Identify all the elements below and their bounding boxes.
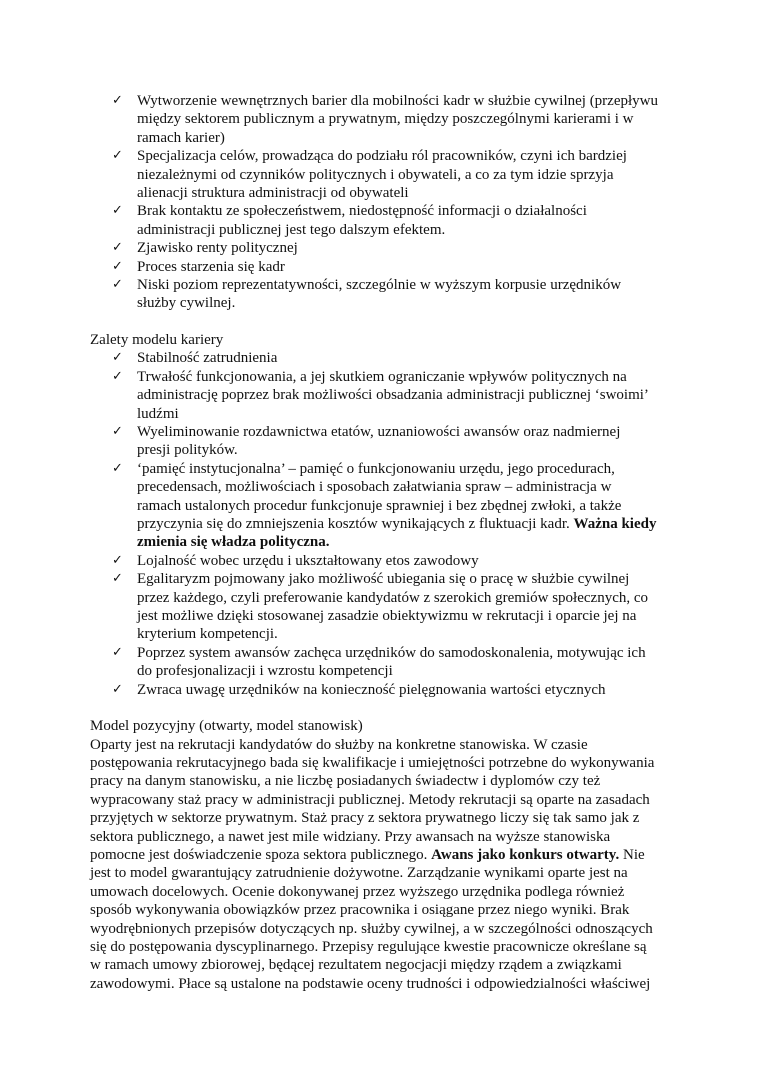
checklist — [90, 349, 680, 698]
text-span: jest to model gwarantujący zatrudnienie dożywotne. Zarządzanie wynikami oparte jest na — [90, 865, 628, 882]
text-line — [90, 736, 680, 754]
text-line — [137, 460, 680, 478]
text-span: Specjalizacja celów, prowadząca do podziału ról pracowników, czyni ich bardziej — [137, 148, 627, 165]
text-line — [137, 533, 680, 551]
text-line — [137, 110, 680, 128]
text-line — [137, 644, 680, 662]
checklist — [90, 92, 680, 313]
text-line — [137, 589, 680, 607]
list-item — [90, 276, 680, 313]
text-span: precedensach, możliwościach i sposobach załatwiania spraw – administracja w — [137, 479, 612, 496]
text-line — [137, 405, 680, 423]
text-line — [137, 368, 680, 386]
checkmark-icon: ✓ — [112, 240, 123, 256]
checkmark-icon: ✓ — [112, 203, 123, 219]
blank-line — [90, 699, 680, 717]
text-line — [137, 625, 680, 643]
text-span: się do postępowania dyscyplinarnego. Przepisy regulujące kwestie pracownicze określane są — [90, 938, 647, 955]
list-item — [90, 258, 680, 276]
checkmark-icon: ✓ — [112, 552, 123, 568]
text-span: umowach docelowych. Ocenie dokonywanej przez wyższego urzędnika podlega również — [90, 883, 625, 900]
text-line — [90, 956, 680, 974]
checkmark-icon: ✓ — [112, 276, 123, 292]
text-span: Zjawisko renty politycznej — [137, 240, 298, 257]
text-span: pomocne jest doświadczenie spoza sektora publicznego. — [90, 847, 432, 864]
text-span: ramach karier) — [137, 129, 225, 146]
list-item — [90, 644, 680, 681]
text-span: do profesjonalizacji i wzrostu kompetencji — [137, 663, 393, 680]
text-span: Oparty jest na rekrutacji kandydatów do służby na konkretne stanowiska. W czasie — [90, 736, 588, 753]
checkmark-icon: ✓ — [112, 681, 123, 697]
text-line — [137, 681, 680, 699]
text-span: postępowania rekrutacyjnego bada się kwalifikacje i umiejętności potrzebne do wykonywania — [90, 755, 655, 772]
checkmark-icon: ✓ — [112, 148, 123, 164]
text-line — [90, 938, 680, 956]
list-item — [90, 147, 680, 202]
paragraph — [90, 717, 680, 735]
text-line — [137, 239, 680, 257]
text-span: służby cywilnej. — [137, 295, 236, 312]
text-line — [137, 441, 680, 459]
text-line — [137, 294, 680, 312]
text-span: jest możliwe dzięki stosowanej zasadzie obiektywizmu w rekrutacji i oparcie jej na — [137, 607, 637, 624]
text-line — [90, 754, 680, 772]
text-span: wypracowany staż pracy w administracji publicznej. Metody rekrutacji są oparte na zasadach — [90, 791, 650, 808]
text-span: Poprzez system awansów zachęca urzędników do samodoskonalenia, motywując ich — [137, 644, 646, 661]
bold-text: zmienia się władza polityczna. — [137, 534, 330, 551]
text-span: alienacji struktura administracji od obywateli — [137, 184, 409, 201]
checkmark-icon: ✓ — [112, 350, 123, 366]
text-line — [137, 276, 680, 294]
text-span: administrację poprzez brak możliwości obsadzania administracji publicznej ‘swoimi’ — [137, 387, 649, 404]
text-span: Lojalność wobec urzędu i ukształtowany etos zawodowy — [137, 552, 479, 569]
text-line — [90, 864, 680, 882]
text-line — [90, 920, 680, 938]
text-line — [137, 184, 680, 202]
list-item — [90, 460, 680, 552]
text-line — [137, 497, 680, 515]
list-item — [90, 423, 680, 460]
text-line — [90, 809, 680, 827]
text-line — [90, 791, 680, 809]
text-span: wyodrębnionych przepisów dotyczących np. służby cywilnej, a w szczególności odnoszących — [90, 920, 653, 937]
text-line — [137, 147, 680, 165]
text-line — [137, 662, 680, 680]
list-item — [90, 368, 680, 423]
checkmark-icon: ✓ — [112, 93, 123, 108]
text-line — [137, 166, 680, 184]
paragraph — [90, 736, 680, 993]
text-span: administracji publicznej jest tego dalszym efektem. — [137, 221, 446, 238]
text-span: ramach ustalonych procedur funkcjonuje sprawniej i bez zbędnej zwłoki, a także — [137, 497, 622, 514]
text-line — [137, 423, 680, 441]
text-span: Model pozycyjny (otwarty, model stanowisk) — [90, 718, 363, 735]
text-line — [90, 828, 680, 846]
text-line — [137, 258, 680, 276]
text-span: pracy na danym stanowisku, a nie liczbę posiadanych świadectw i dyplomów czy też — [90, 773, 601, 790]
text-line — [137, 515, 680, 533]
text-line — [137, 386, 680, 404]
text-span: Egalitaryzm pojmowany jako możliwość ubiegania się o pracę w służbie cywilnej — [137, 571, 630, 588]
text-span: presji polityków. — [137, 442, 238, 459]
text-line — [137, 607, 680, 625]
list-item — [90, 570, 680, 644]
text-span: Nie — [619, 847, 645, 864]
list-item — [90, 552, 680, 570]
text-line — [137, 129, 680, 147]
text-line — [90, 772, 680, 790]
text-span: Stabilność zatrudnienia — [137, 350, 278, 367]
text-line — [137, 92, 680, 110]
list-item — [90, 202, 680, 239]
checkmark-icon: ✓ — [112, 644, 123, 660]
list-item — [90, 92, 680, 147]
text-span: ‘pamięć instytucjonalna’ – pamięć o funkcjonowaniu urzędu, jego procedurach, — [137, 460, 615, 477]
checkmark-icon: ✓ — [112, 571, 123, 587]
document-page — [90, 92, 680, 993]
text-span: Niski poziom reprezentatywności, szczególnie w wyższym korpusie urzędników — [137, 276, 622, 293]
text-span: Wyeliminowanie rozdawnictwa etatów, uznaniowości awansów oraz nadmiernej — [137, 424, 621, 441]
checkmark-icon: ✓ — [112, 368, 123, 384]
text-span: Brak kontaktu ze społeczeństwem, niedostępność informacji o działalności — [137, 203, 587, 220]
checkmark-icon: ✓ — [112, 424, 123, 440]
text-span: zawodowymi. Płace są ustalone na podstawie oceny trudności i odpowiedzialności właściwej — [90, 975, 651, 992]
text-line — [90, 331, 680, 349]
text-span: niezależnymi od czynników politycznych i obywateli, a co za tym idzie sprzyja — [137, 166, 614, 183]
checkmark-icon: ✓ — [112, 258, 123, 274]
text-span: ludźmi — [137, 405, 179, 422]
text-span: Zalety modelu kariery — [90, 332, 224, 349]
text-line — [90, 975, 680, 993]
text-span: sposób wykonywania obowiązków przez pracownika i osiągane przez niego wyniki. Brak — [90, 902, 630, 919]
text-span: Wytworzenie wewnętrznych barier dla mobilności kadr w służbie cywilnej (przepływu — [137, 93, 658, 109]
text-line — [137, 202, 680, 220]
paragraph — [90, 331, 680, 349]
text-line — [137, 570, 680, 588]
text-span: między sektorem publicznym a prywatnym, między poszczególnymi karierami i w — [137, 111, 634, 128]
text-line — [137, 349, 680, 367]
blank-line — [90, 313, 680, 331]
text-span: Trwałość funkcjonowania, a jej skutkiem ograniczanie wpływów politycznych na — [137, 368, 627, 385]
text-line — [137, 552, 680, 570]
bold-text: Ważna kiedy — [573, 515, 657, 532]
text-span: przyjętych w sektorze prywatnym. Staż pracy z sektora prywatnego liczy się tak samo jak z — [90, 810, 640, 827]
text-line — [90, 901, 680, 919]
text-span: Zwraca uwagę urzędników na konieczność pielęgnowania wartości etycznych — [137, 681, 606, 698]
list-item — [90, 681, 680, 699]
list-item — [90, 349, 680, 367]
text-span: sektora publicznego, a nawet jest mile widziany. Przy awansach na wyższe stanowiska — [90, 828, 611, 845]
list-item — [90, 239, 680, 257]
text-span: Proces starzenia się kadr — [137, 258, 285, 275]
checkmark-icon: ✓ — [112, 460, 123, 476]
text-line — [90, 846, 680, 864]
text-line — [90, 883, 680, 901]
text-span: kryterium kompetencji. — [137, 626, 278, 643]
text-span: przyczynia się do zmniejszenia kosztów wynikających z fluktuacji kadr. — [137, 515, 574, 532]
text-line — [137, 478, 680, 496]
text-span: przez każdego, czyli preferowanie kandydatów z szerokich gremiów społecznych, co — [137, 589, 649, 606]
text-line — [90, 717, 680, 735]
text-span: w ramach umowy zbiorowej, będącej rezultatem negocjacji między rządem a związkami — [90, 957, 622, 974]
text-line — [137, 221, 680, 239]
bold-text: Awans jako konkurs otwarty. — [431, 847, 620, 864]
